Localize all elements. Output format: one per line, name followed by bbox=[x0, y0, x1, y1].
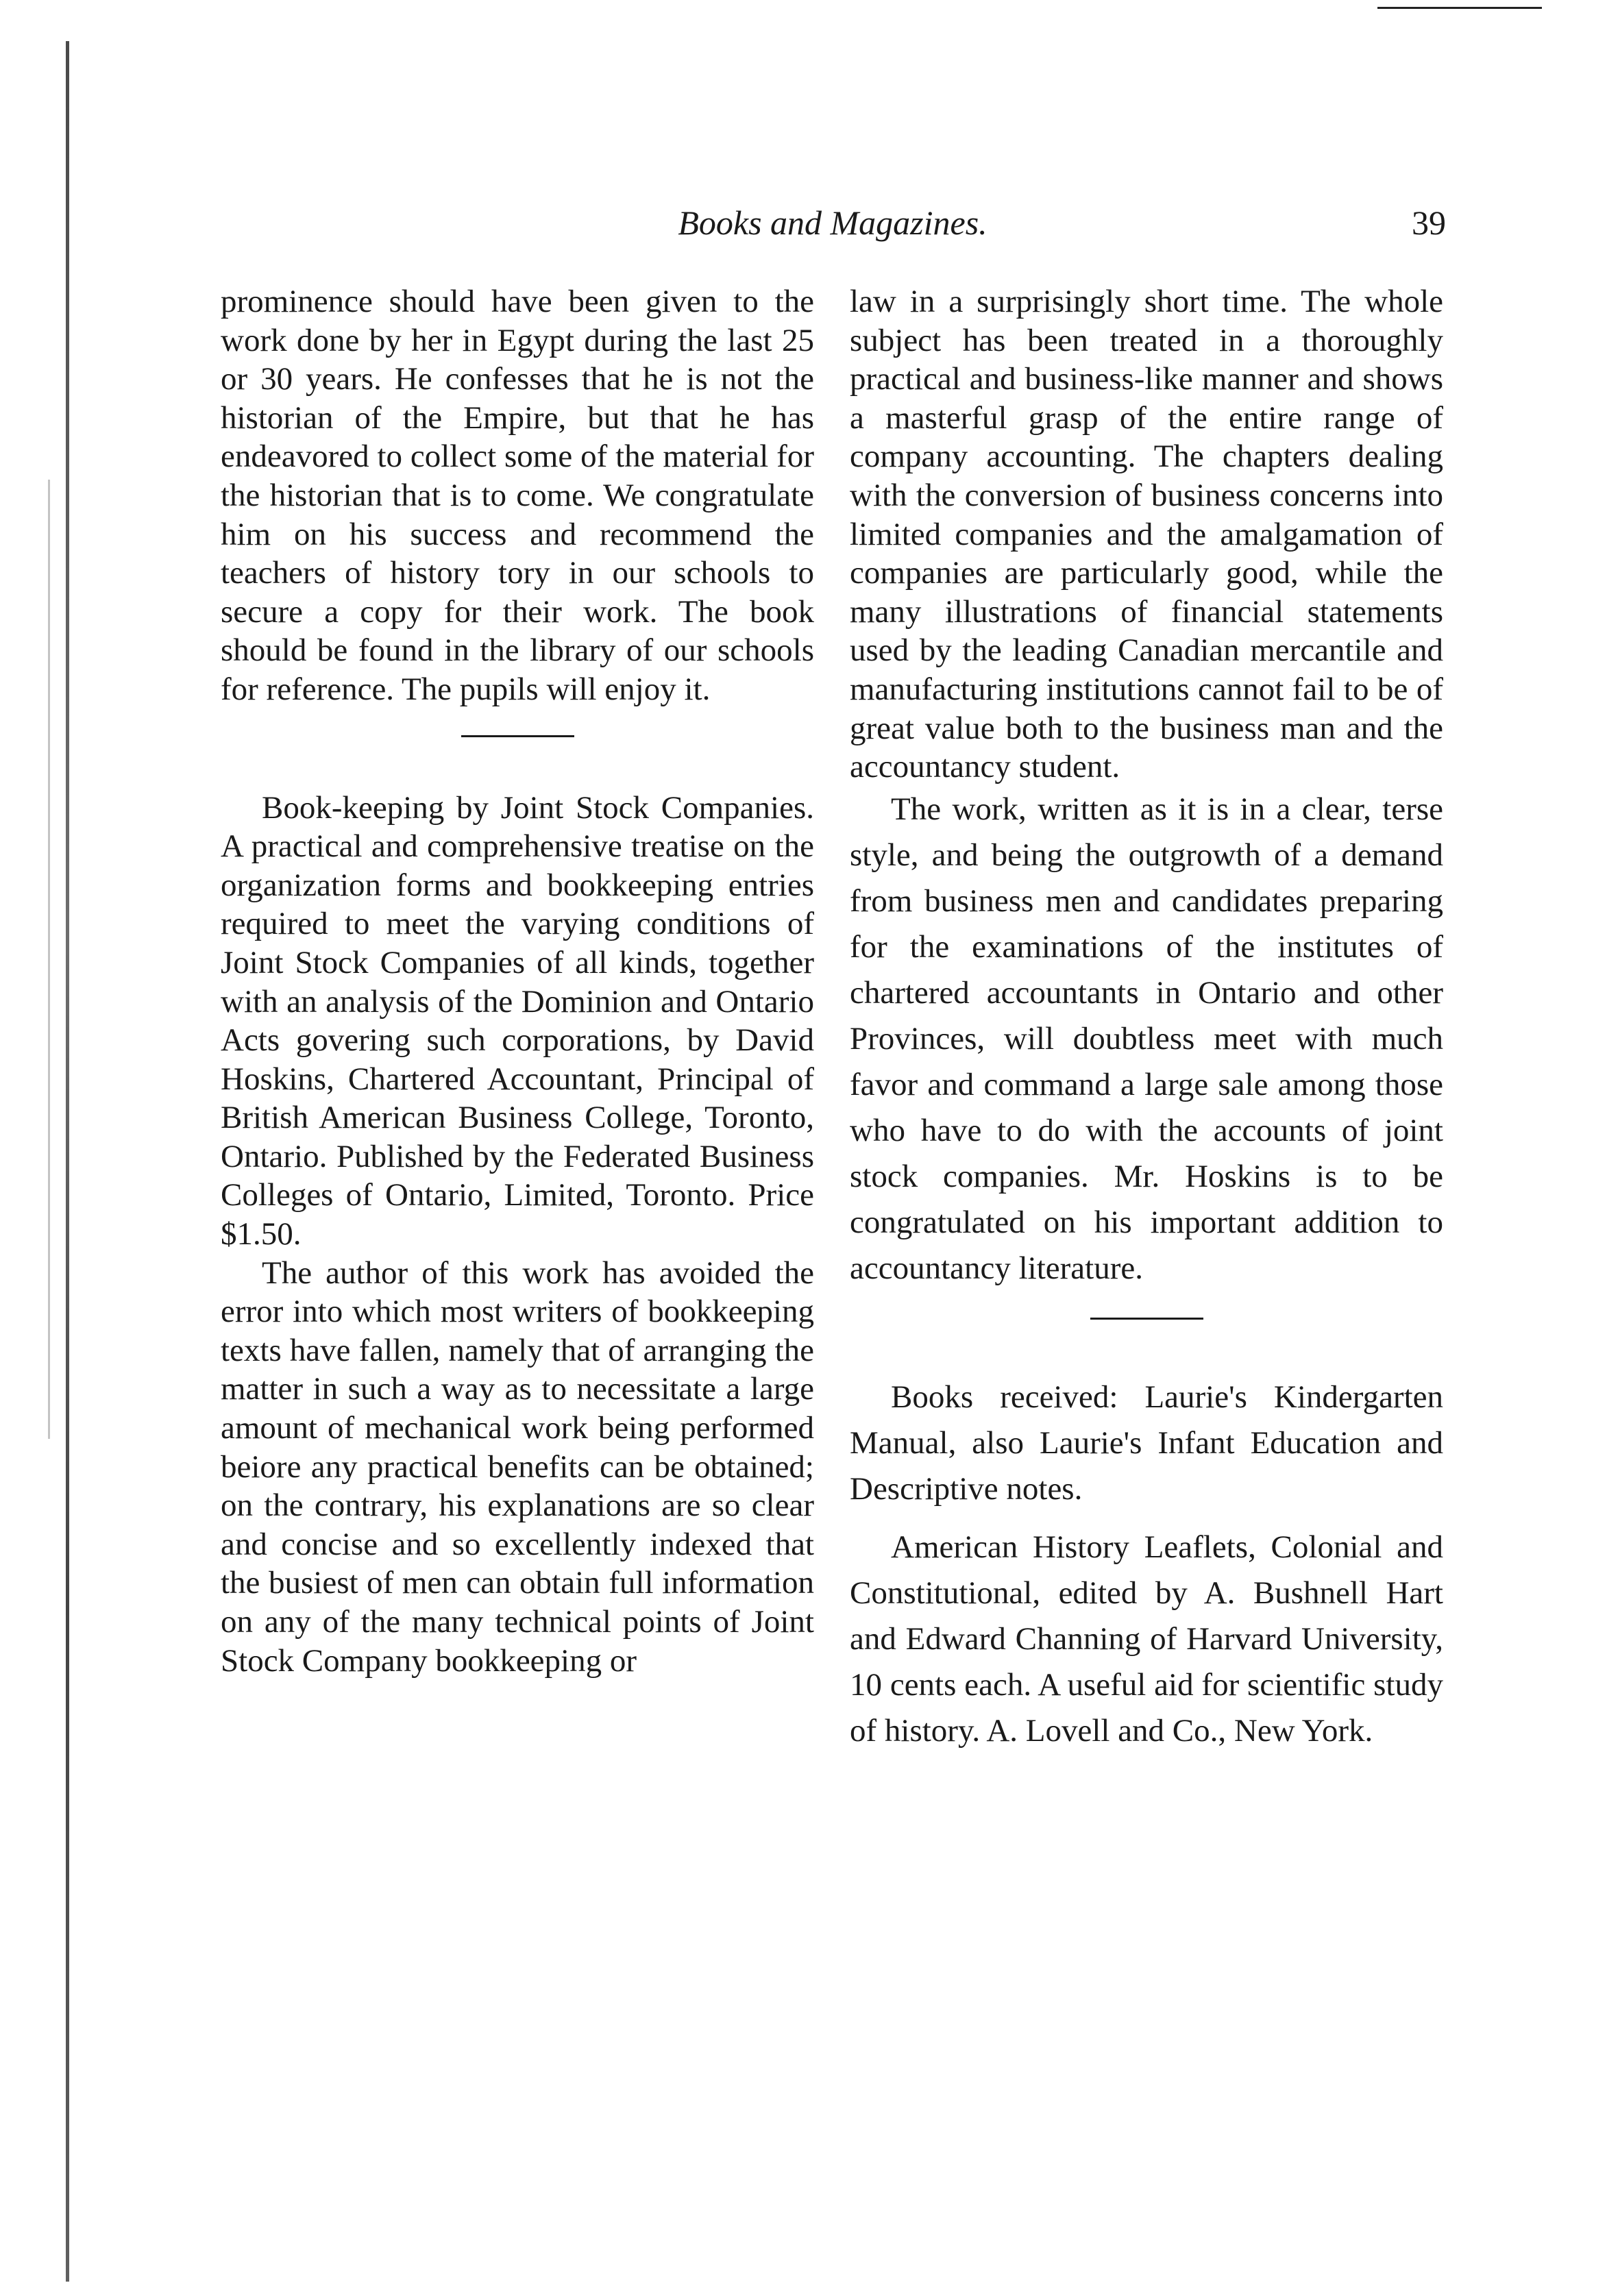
paragraph-books-received: Books received: Laurie's Kindergarten Manual, also Laurie's Infant Education and Descriptive notes. bbox=[850, 1379, 1443, 1507]
left-column bbox=[221, 282, 814, 1680]
running-title: Books and Magazines. bbox=[678, 203, 987, 242]
paragraph-history-leaflets: American History Leaflets, Colonial and Constitutional, edited by A. Bushnell Hart and Edward Channing of Harvard University, 10 cents each. A useful aid for scientific study of history. A. Lovell and Co., New York. bbox=[850, 1529, 1443, 1749]
paragraph-review-continued: law in a surprisingly short time. The whole subject has been treated in a thoroughly practical and business-like manner and shows a masterful grasp of the entire range of company accounting. The chapters dealing with the conversion of business concerns into limited companies and the amalgamation of companies are particularly good, while the many illustrations of financial statements used by the leading Canadian mercantile and manufacturing institutions cannot fail to be of great value both to the business man and the accountancy student. bbox=[850, 284, 1443, 785]
paragraph-book-entry: Book-keeping by Joint Stock Companies. A practical and comprehensive treatise on the organization forms and bookkeeping entries required to meet the varying conditions of Joint Stock Companies of all kinds, together with an analysis of the Dominion and Ontario Acts govering such corporations, by David Hoskins, Chartered Accountant, Principal of British American Business College, Toronto, Ontario. Published by the Federated Business Colleges of Ontario, Limited, Toronto. Price $1.50. bbox=[221, 789, 814, 1252]
page-header bbox=[219, 199, 1446, 254]
paragraph-continued: prominence should have been given to the work done by her in Egypt during the last 25 or 30 years. He confesses that he is not the historian of the Empire, but that he has endeavored to collect some of the material for the historian that is to come. We congratulate him on his success and recommend the teachers of history tory in our schools to secure a copy for their work. The book should be found in the library of our schools for reference. The pupils will enjoy it. bbox=[221, 284, 814, 707]
paragraph-review: The author of this work has avoided the error into which most writers of bookkeeping texts have fallen, namely that of arranging the matter in such a way as to necessitate a large amount of mechanical work being performed beiore any practical benefits can be obtained; on the contrary, his explanations are so clear and concise and so excellently indexed that the busiest of men can obtain full information on any of the many technical points of Joint Stock Company bookkeeping or bbox=[221, 1255, 814, 1679]
top-rule bbox=[1377, 7, 1542, 9]
right-column bbox=[850, 282, 1443, 1754]
binding-edge bbox=[66, 41, 69, 2282]
binding-shadow bbox=[48, 480, 50, 1439]
page-number: 39 bbox=[1412, 203, 1446, 242]
paragraph-review-end: The work, written as it is in a clear, terse style, and being the outgrowth of a demand from business men and candidates preparing for the examinations of the institutes of chartered accountants in Ontario and other Provinces, will doubtless meet with much favor and command a large sale among those who have to do with the accounts of joint stock companies. Mr. Hoskins is to be congratulated on his important addition to accountancy literature. bbox=[850, 791, 1443, 1286]
